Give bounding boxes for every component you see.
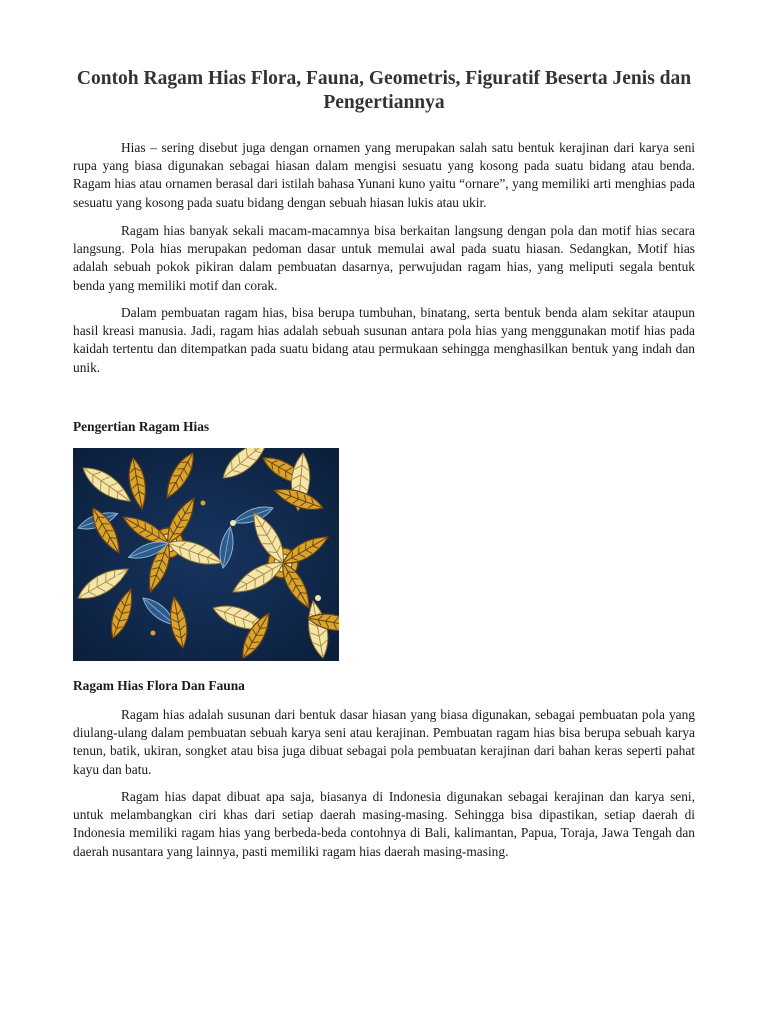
section-heading-flora-fauna: Ragam Hias Flora Dan Fauna [73,678,245,693]
batik-flora-pattern-icon [73,448,339,661]
intro-paragraph-1: Hias – sering disebut juga dengan ornamen yang merupakan salah satu bentuk kerajinan dari karya seni rupa yang biasa digunakan sebagai hiasan dalam mengisi sesuatu yang kosong pada suatu bidang atau benda. Ragam hias atau ornamen berasal dari istilah bahasa Yunani kuno yaitu “ornare”, yang memiliki arti menghias pada sesuatu yang kosong pada suatu bidang dengan sebuah hiasan lukis atau ukir. [73,140,695,210]
batik-pattern-image [73,448,339,661]
intro-paragraph-2: Ragam hias banyak sekali macam-macamnya bisa berkaitan langsung dengan pola dan motif hias secara langsung. Pola hias merupakan pedoman dasar untuk memulai awal pada suatu hiasan. Sedangkan, Motif hias adalah sebuah pokok pikiran dalam pembuatan dasarnya, perwujudan ragam hias, yang meliputi segala bentuk benda yang memiliki motif dan corak. [73,223,695,293]
document-title: Contoh Ragam Hias Flora, Fauna, Geometris, Figuratif Beserta Jenis dan Pengertiannya [76,68,692,113]
intro-paragraph-3: Dalam pembuatan ragam hias, bisa berupa tumbuhan, binatang, serta bentuk benda alam sekitar ataupun hasil kreasi manusia. Jadi, ragam hias adalah sebuah susunan antara pola hias yang menggunakan motif hias pada kaidah tertentu dan ditempatkan pada suatu bidang atau permukaan sehingga menghasilkan bentuk yang indah dan unik. [73,305,695,375]
flora-fauna-paragraph-2: Ragam hias dapat dibuat apa saja, biasanya di Indonesia digunakan sebagai kerajinan dan karya seni, untuk melambangkan ciri khas dari setiap daerah masing-masing. Sehingga bisa dipastikan, setiap daerah di Indonesia memiliki ragam hias yang berbeda-beda contohnya di Bali, kalimantan, Papua, Toraja, Jawa Tengah dan daerah nusantara yang lainnya, pasti memiliki ragam hias daerah masing-masing. [73,789,695,859]
section-heading-pengertian: Pengertian Ragam Hias [73,419,210,434]
flora-fauna-paragraph-1: Ragam hias adalah susunan dari bentuk dasar hiasan yang biasa digunakan, sebagai pembuatan pola yang diulang-ulang dalam pembuatan sebuah karya seni atau kerajinan. Pembuatan ragam hias bisa berupa sebuah karya tenun, batik, ukiran, songket atau bisa juga dibuat sebagai pola pembuatan kerajinan dari bahan keras seperti pahat kayu dan batu. [73,707,695,777]
